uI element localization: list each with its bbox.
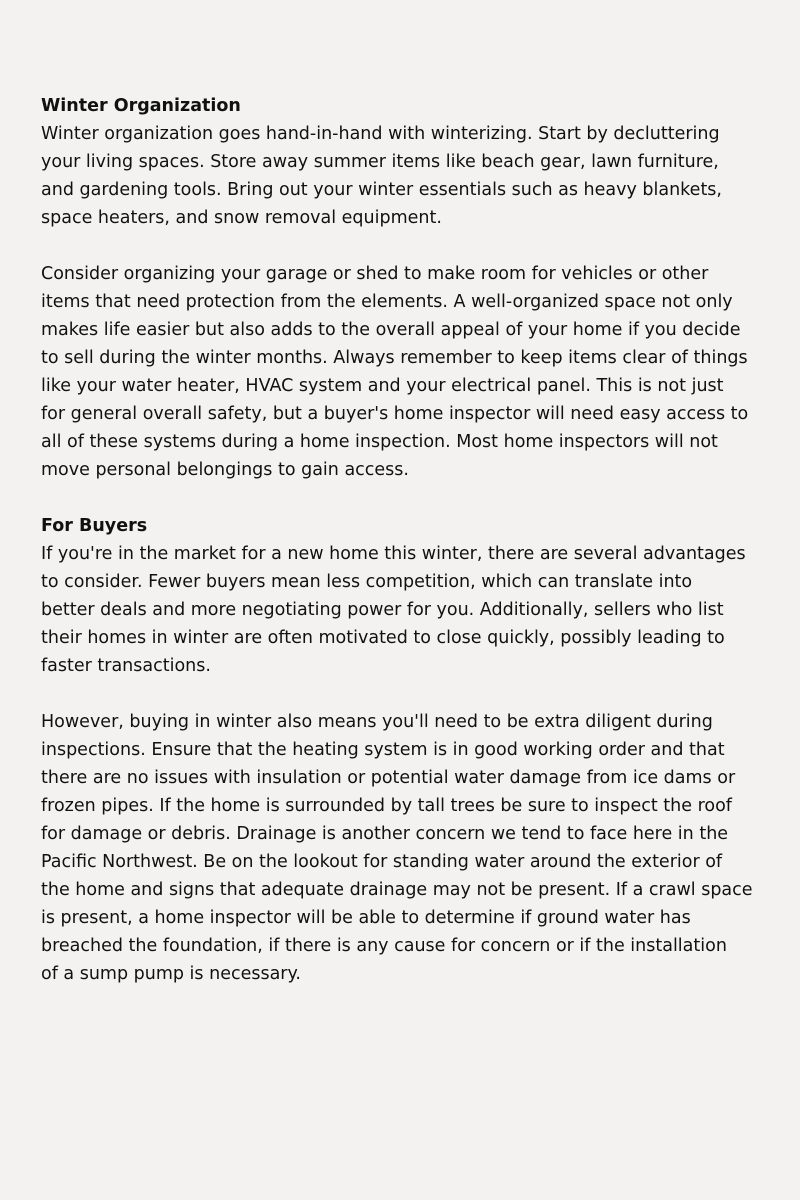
paragraph-line: frozen pipes. If the home is surrounded by tall trees be sure to inspect the roof bbox=[41, 796, 732, 816]
paragraph-line: Winter organization goes hand-in-hand with winterizing. Start by decluttering bbox=[41, 124, 720, 144]
paragraph-line: inspections. Ensure that the heating system is in good working order and that bbox=[41, 740, 725, 760]
paragraph-line: your living spaces. Store away summer items like beach gear, lawn furniture, bbox=[41, 152, 719, 172]
paragraph-spacer bbox=[41, 680, 762, 708]
section-spacer bbox=[41, 484, 762, 512]
paragraph-line: to consider. Fewer buyers mean less competition, which can translate into bbox=[41, 572, 693, 592]
paragraph-line: makes life easier but also adds to the overall appeal of your home if you decide bbox=[41, 320, 741, 340]
paragraph-line: all of these systems during a home inspection. Most home inspectors will not bbox=[41, 432, 718, 452]
paragraph-line: Pacific Northwest. Be on the lookout for standing water around the exterior of bbox=[41, 852, 723, 872]
paragraph-line: their homes in winter are often motivated to close quickly, possibly leading to bbox=[41, 628, 725, 648]
paragraph bbox=[41, 708, 762, 988]
paragraph bbox=[41, 260, 762, 484]
paragraph-line: the home and signs that adequate drainage may not be present. If a crawl space bbox=[41, 880, 753, 900]
paragraph bbox=[41, 540, 762, 680]
paragraph-line: of a sump pump is necessary. bbox=[41, 964, 301, 984]
section-heading: For Buyers bbox=[41, 516, 148, 536]
paragraph-line: and gardening tools. Bring out your winter essentials such as heavy blankets, bbox=[41, 180, 722, 200]
paragraph-line: for damage or debris. Drainage is another concern we tend to face here in the bbox=[41, 824, 729, 844]
paragraph-line: move personal belongings to gain access. bbox=[41, 460, 409, 480]
paragraph-line: breached the foundation, if there is any cause for concern or if the installation bbox=[41, 936, 727, 956]
paragraph-line: However, buying in winter also means you'll need to be extra diligent during bbox=[41, 712, 713, 732]
paragraph-line: there are no issues with insulation or potential water damage from ice dams or bbox=[41, 768, 736, 788]
paragraph-line: to sell during the winter months. Always remember to keep items clear of things bbox=[41, 348, 748, 368]
section-heading: Winter Organization bbox=[41, 96, 241, 116]
paragraph-line: items that need protection from the elements. A well-organized space not only bbox=[41, 292, 733, 312]
paragraph-line: faster transactions. bbox=[41, 656, 211, 676]
paragraph-line: Consider organizing your garage or shed to make room for vehicles or other bbox=[41, 264, 709, 284]
paragraph-spacer bbox=[41, 232, 762, 260]
paragraph-line: If you're in the market for a new home this winter, there are several advantages bbox=[41, 544, 746, 564]
section-for-buyers bbox=[41, 512, 762, 988]
paragraph-line: for general overall safety, but a buyer's home inspector will need easy access to bbox=[41, 404, 749, 424]
paragraph bbox=[41, 120, 762, 232]
section-winter-organization bbox=[41, 92, 762, 484]
paragraph-line: better deals and more negotiating power for you. Additionally, sellers who list bbox=[41, 600, 724, 620]
paragraph-line: is present, a home inspector will be able to determine if ground water has bbox=[41, 908, 691, 928]
paragraph-line: space heaters, and snow removal equipment. bbox=[41, 208, 442, 228]
paragraph-line: like your water heater, HVAC system and your electrical panel. This is not just bbox=[41, 376, 724, 396]
